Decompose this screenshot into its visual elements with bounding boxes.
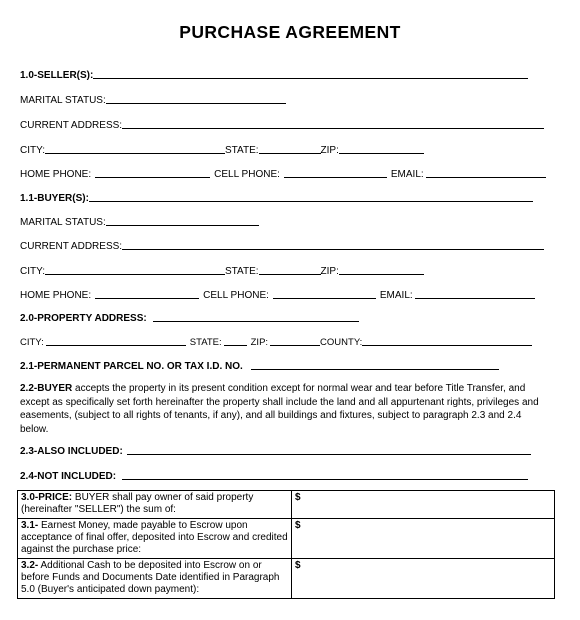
buyer-zip-label: ZIP:	[320, 266, 339, 277]
property-county-field[interactable]	[362, 335, 532, 346]
buyer-city-label: CITY:	[20, 266, 46, 277]
earnest-money-amount-symbol: $	[295, 520, 301, 531]
seller-city-row	[20, 142, 424, 156]
seller-email-label: EMAIL:	[390, 169, 424, 180]
parcel-field[interactable]	[251, 359, 499, 370]
seller-cell-phone-field[interactable]	[284, 167, 387, 178]
buyer-home-phone-field[interactable]	[95, 288, 199, 299]
also-included-row	[20, 443, 531, 457]
seller-marital-row	[20, 92, 286, 106]
property-city-field[interactable]	[46, 335, 186, 346]
buyer-cell-phone-label: CELL PHONE:	[203, 290, 269, 301]
buyer-heading: 1.1-BUYER(S):	[20, 193, 89, 204]
buyer-row	[20, 190, 533, 204]
property-address-row	[20, 310, 359, 324]
earnest-money-amount-cell[interactable]	[292, 519, 555, 559]
seller-address-row	[20, 117, 544, 131]
buyer-email-label: EMAIL:	[379, 290, 413, 301]
price-amount-symbol: $	[295, 492, 301, 503]
property-state-label: STATE:	[189, 337, 222, 348]
page-title: PURCHASE AGREEMENT	[179, 22, 401, 42]
additional-cash-amount-symbol: $	[295, 560, 301, 571]
buyer-marital-label: MARITAL STATUS:	[20, 217, 106, 228]
buyer-cell-phone-field[interactable]	[273, 288, 376, 299]
property-city-label: CITY:	[20, 337, 44, 348]
seller-state-label: STATE:	[225, 145, 259, 156]
seller-zip-field[interactable]	[339, 143, 424, 154]
table-row	[18, 519, 555, 559]
price-table	[17, 490, 555, 599]
earnest-money-text: Earnest Money, made payable to Escrow upon acceptance of final offer, deposited into Escrow and credited against the purchase price:	[21, 520, 288, 555]
seller-home-phone-label: HOME PHONE:	[20, 169, 92, 180]
section-2-2-lead: 2.2-BUYER	[20, 383, 73, 394]
not-included-row	[20, 468, 528, 482]
seller-cell-phone-label: CELL PHONE:	[214, 169, 280, 180]
seller-home-phone-field[interactable]	[95, 167, 210, 178]
not-included-heading: 2.4-NOT INCLUDED:	[20, 471, 117, 482]
additional-cash-text: Additional Cash to be deposited into Escrow on or before Funds and Documents Date identified in Paragraph 5.0 (Buyer's anticipated down payment):	[21, 560, 280, 595]
property-city-row	[20, 334, 532, 348]
seller-marital-label: MARITAL STATUS:	[20, 95, 106, 106]
buyer-zip-field[interactable]	[339, 264, 424, 275]
buyer-marital-row	[20, 214, 259, 228]
parcel-heading: 2.1-PERMANENT PARCEL NO. OR TAX I.D. NO.	[20, 361, 243, 372]
earnest-money-lead: 3.1-	[21, 520, 39, 531]
property-state-field[interactable]	[224, 335, 247, 346]
not-included-field[interactable]	[122, 469, 528, 480]
seller-address-label: CURRENT ADDRESS:	[20, 120, 123, 131]
seller-zip-label: ZIP:	[320, 145, 339, 156]
buyer-address-row	[20, 238, 544, 252]
property-zip-field[interactable]	[270, 335, 320, 346]
buyer-state-field[interactable]	[259, 264, 321, 275]
buyer-city-field[interactable]	[45, 264, 225, 275]
buyer-state-label: STATE:	[225, 266, 259, 277]
seller-heading: 1.0-SELLER(S):	[20, 70, 94, 81]
parcel-row	[20, 358, 499, 372]
table-row	[18, 559, 555, 599]
property-address-field[interactable]	[153, 311, 359, 322]
property-zip-label: ZIP:	[250, 337, 269, 348]
buyer-email-field[interactable]	[415, 288, 535, 299]
buyer-name-field[interactable]	[89, 191, 533, 202]
buyer-phone-row	[20, 287, 535, 301]
section-2-2-paragraph	[20, 382, 550, 436]
buyer-home-phone-label: HOME PHONE:	[20, 290, 92, 301]
buyer-city-row	[20, 263, 424, 277]
seller-row	[20, 67, 528, 81]
buyer-marital-field[interactable]	[106, 215, 259, 226]
additional-cash-lead: 3.2-	[21, 560, 39, 571]
seller-city-field[interactable]	[45, 143, 225, 154]
table-row	[18, 491, 555, 519]
additional-cash-amount-cell[interactable]	[292, 559, 555, 599]
seller-city-label: CITY:	[20, 145, 46, 156]
seller-marital-field[interactable]	[106, 93, 286, 104]
seller-state-field[interactable]	[259, 143, 321, 154]
buyer-address-label: CURRENT ADDRESS:	[20, 241, 123, 252]
seller-email-field[interactable]	[426, 167, 546, 178]
also-included-field[interactable]	[127, 444, 531, 455]
price-amount-cell[interactable]	[292, 491, 555, 519]
price-description-cell	[18, 491, 292, 519]
additional-cash-description-cell	[18, 559, 292, 599]
price-row-lead: 3.0-PRICE:	[21, 492, 73, 503]
seller-name-field[interactable]	[93, 68, 528, 79]
section-2-2-text: accepts the property in its present condition except for normal wear and tear before Title Transfer, and except as specifically set forth hereinafter the property shall include the land and all appurtenant rights, privileges and easements, (subject to all rights of tenants, if any), and all buildings and fixtures, subject to paragraph 2.3 and 2.4 below.	[20, 383, 539, 435]
buyer-address-field[interactable]	[122, 239, 544, 250]
seller-phone-row	[20, 166, 546, 180]
price-row-text: BUYER shall pay owner of said property (hereinafter "SELLER") the sum of:	[21, 492, 254, 515]
property-address-heading: 2.0-PROPERTY ADDRESS:	[20, 313, 147, 324]
property-county-label: COUNTY:	[320, 337, 363, 348]
earnest-money-description-cell	[18, 519, 292, 559]
also-included-heading: 2.3-ALSO INCLUDED:	[20, 446, 123, 457]
seller-address-field[interactable]	[122, 118, 544, 129]
